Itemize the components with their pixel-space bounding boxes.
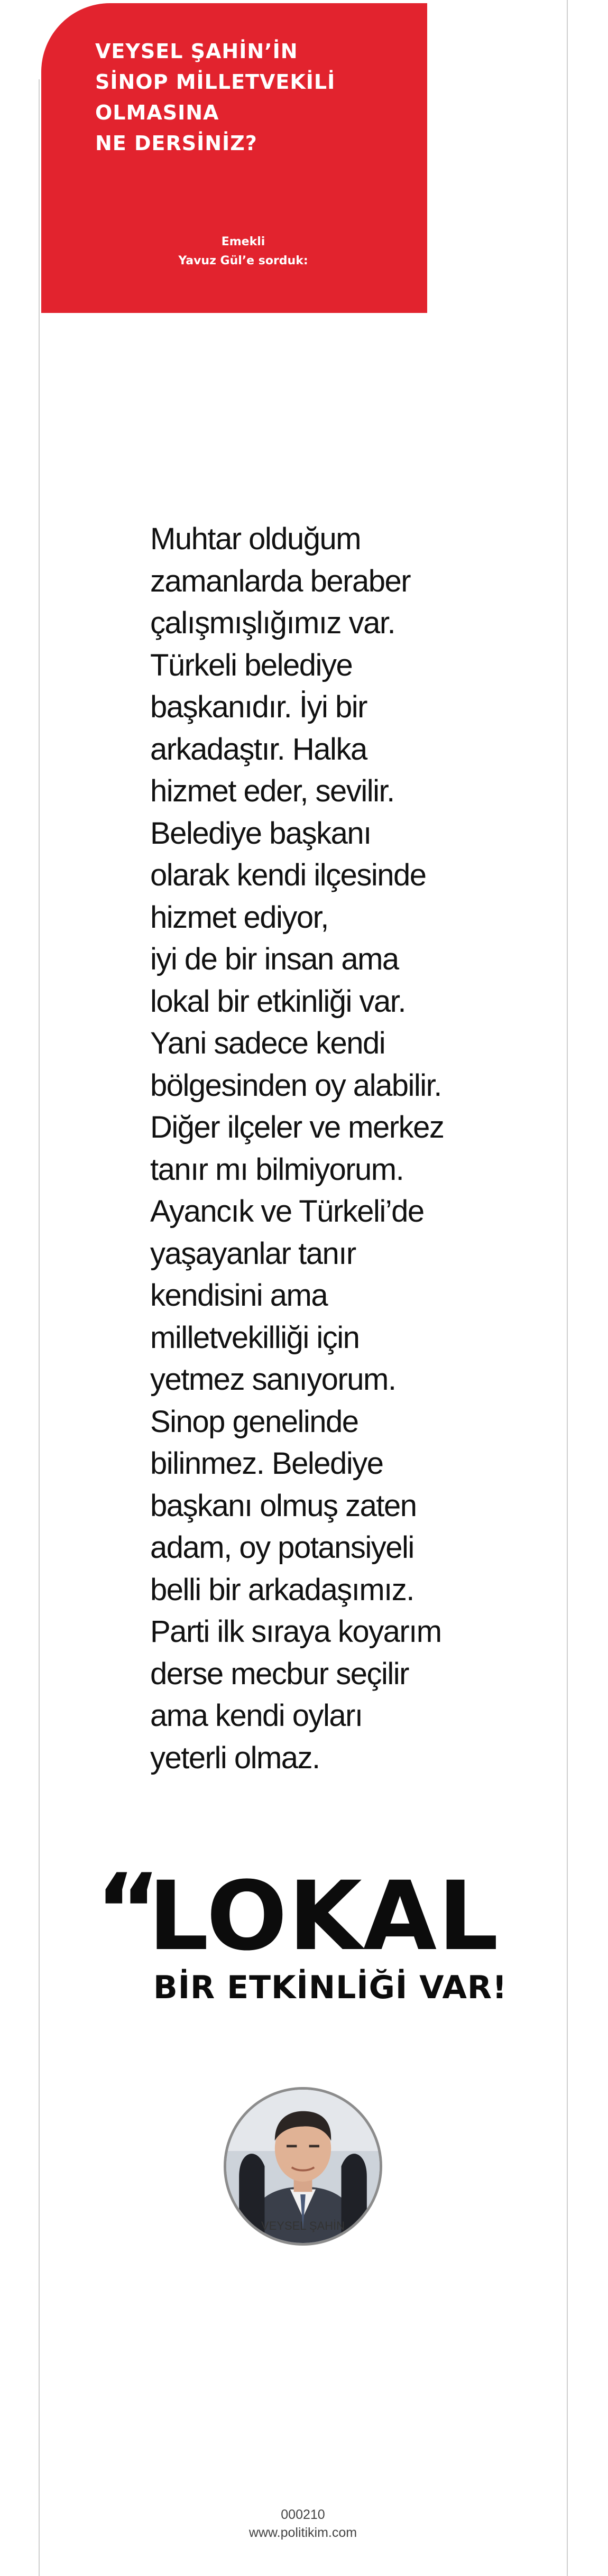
pull-quote-headline: LOKAL: [148, 1861, 500, 1972]
answer-line: bilinmez. Belediye: [150, 1446, 383, 1481]
page-code: 000210: [281, 2507, 325, 2522]
answer-line: başkanıdır. İyi bir: [150, 690, 367, 724]
answer-line: yetmez sanıyorum.: [150, 1362, 396, 1397]
answer-line: yeterli olmaz.: [150, 1740, 320, 1775]
question-line: SİNOP MİLLETVEKİLİ: [95, 70, 336, 94]
answer-line: zamanlarda beraber: [150, 564, 411, 598]
answer-line: başkanı olmuş zaten: [150, 1488, 417, 1523]
interviewee-credit: [153, 233, 333, 271]
page-footer: [224, 2506, 382, 2542]
answer-line: adam, oy potansiyeli: [150, 1530, 414, 1565]
answer-body: [150, 518, 531, 1779]
question-line: OLMASINA: [95, 101, 219, 124]
answer-line: Yani sadece kendi: [150, 1026, 385, 1060]
answer-line: derse mecbur seçilir: [150, 1656, 409, 1691]
answer-line: lokal bir etkinliği var.: [150, 984, 406, 1019]
answer-line: Muhtar olduğum: [150, 522, 361, 556]
answer-line: milletvekilliği için: [150, 1320, 360, 1355]
answer-line: Sinop genelinde: [150, 1404, 358, 1439]
question-line: NE DERSİNİZ?: [95, 132, 257, 155]
answer-line: ama kendi oyları: [150, 1698, 363, 1733]
pull-quote-subline: BİR ETKİNLİĞİ VAR!: [153, 1969, 508, 2006]
answer-line: arkadaştır. Halka: [150, 732, 367, 767]
answer-line: hizmet eder, sevilir.: [150, 774, 394, 808]
answer-line: çalışmışlığımız var.: [150, 606, 395, 640]
credit-line: Yavuz Gül’e sorduk:: [178, 254, 308, 267]
answer-line: Türkeli belediye: [150, 648, 353, 682]
answer-line: Diğer ilçeler ve merkez: [150, 1110, 444, 1144]
answer-line: yaşayanlar tanır: [150, 1236, 356, 1271]
answer-line: kendisini ama: [150, 1278, 328, 1313]
site-link[interactable]: www.politikim.com: [248, 2525, 357, 2540]
right-divider-line: [567, 0, 568, 2576]
answer-line: iyi de bir insan ama: [150, 942, 399, 976]
answer-line: Belediye başkanı: [150, 816, 371, 851]
answer-line: Ayancık ve Türkeli’de: [150, 1194, 424, 1229]
question-heading: [95, 36, 391, 159]
portrait-caption: VEYSEL ŞAHİN: [261, 2219, 345, 2232]
credit-line: Emekli: [221, 235, 265, 248]
question-line: VEYSEL ŞAHİN’İN: [95, 40, 298, 63]
left-divider-line: [39, 79, 40, 2576]
answer-line: Parti ilk sıraya koyarım: [150, 1614, 441, 1649]
answer-line: tanır mı bilmiyorum.: [150, 1152, 404, 1187]
answer-line: bölgesinden oy alabilir.: [150, 1068, 441, 1103]
answer-line: belli bir arkadaşımız.: [150, 1572, 414, 1607]
quote-mark: “: [95, 1852, 161, 1969]
answer-line: olarak kendi ilçesinde: [150, 858, 426, 892]
answer-line: hizmet ediyor,: [150, 900, 328, 935]
